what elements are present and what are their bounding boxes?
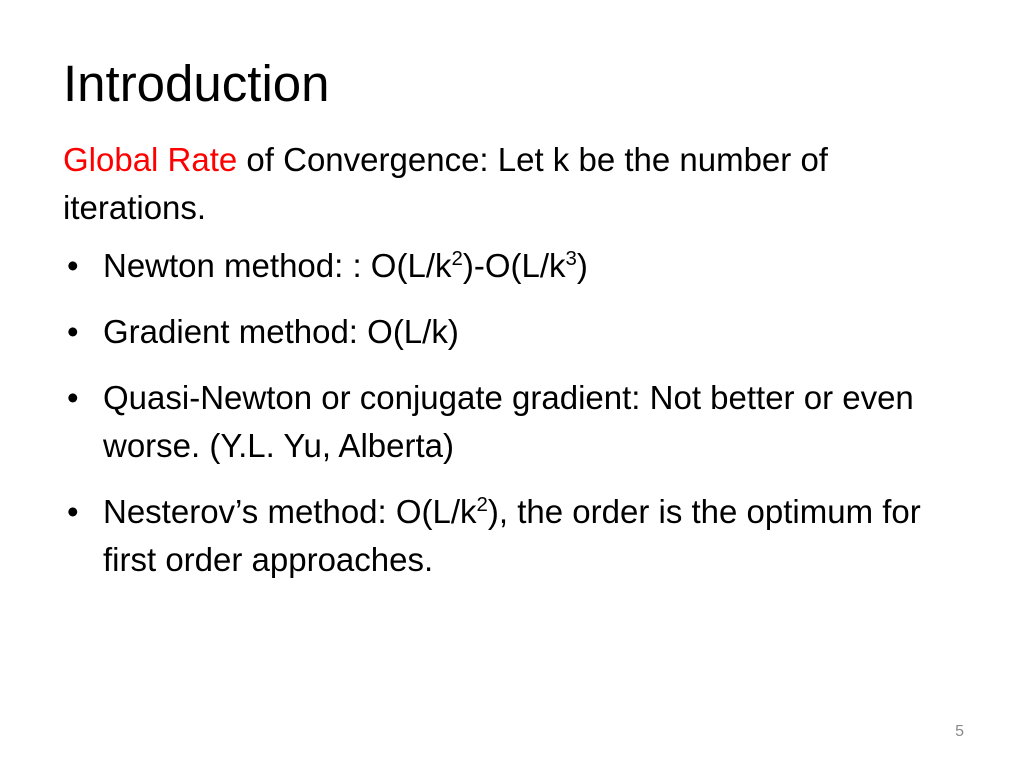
superscript: 2 bbox=[476, 493, 488, 516]
superscript: 3 bbox=[565, 247, 577, 270]
bullet-item-quasi-newton bbox=[63, 374, 943, 470]
bullet-text bbox=[103, 493, 921, 578]
intro-paragraph bbox=[63, 136, 943, 232]
bullet-dot-icon: • bbox=[67, 379, 79, 416]
bullet-dot-icon: • bbox=[67, 493, 79, 530]
bullet-item-newton bbox=[63, 242, 943, 290]
bullet-dot-icon: • bbox=[67, 313, 79, 350]
slide-body bbox=[63, 136, 943, 602]
intro-highlight: Global Rate bbox=[63, 141, 238, 178]
bullet-text bbox=[103, 247, 588, 284]
intro-text: of Convergence: Let k be the number of iterations. bbox=[63, 141, 828, 226]
bullet-text-part: Nesterov’s method: O(L/k bbox=[103, 493, 477, 530]
bullet-text-part: ) bbox=[576, 247, 588, 284]
bullet-dot-icon: • bbox=[67, 247, 79, 284]
page-number: 5 bbox=[955, 723, 964, 740]
bullet-list bbox=[63, 242, 943, 584]
bullet-text: Gradient method: O(L/k) bbox=[103, 313, 459, 350]
bullet-item-gradient bbox=[63, 308, 943, 356]
slide-title: Introduction bbox=[63, 55, 330, 112]
bullet-text-part: )-O(L/k bbox=[462, 247, 566, 284]
bullet-item-nesterov bbox=[63, 488, 943, 584]
bullet-text: Quasi-Newton or conjugate gradient: Not better or even worse. (Y.L. Yu, Alberta) bbox=[103, 379, 914, 464]
superscript: 2 bbox=[451, 247, 463, 270]
bullet-text-part: ), the order is the optimum for first order approaches. bbox=[103, 493, 921, 578]
bullet-text-part: Newton method: : O(L/k bbox=[103, 247, 452, 284]
